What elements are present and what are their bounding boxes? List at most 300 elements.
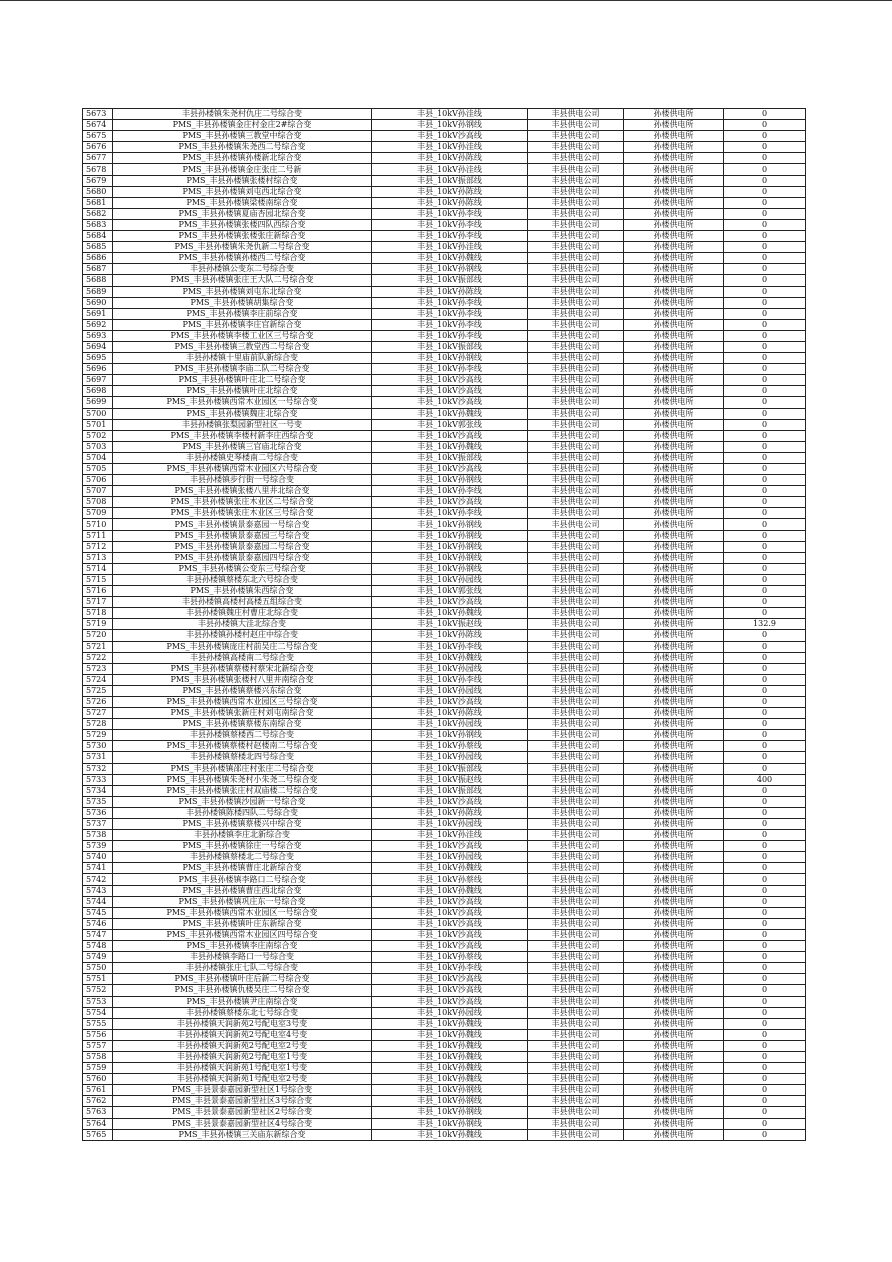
power-station: 孙楼供电所 xyxy=(624,242,724,253)
table-row xyxy=(83,985,806,996)
power-station: 孙楼供电所 xyxy=(624,985,724,996)
power-company: 丰县供电公司 xyxy=(528,208,624,219)
load-value: 0 xyxy=(724,830,806,841)
table-row xyxy=(83,608,806,619)
feeder-line: 丰县_10kV沙高线 xyxy=(372,397,528,408)
power-station: 孙楼供电所 xyxy=(624,719,724,730)
table-row xyxy=(83,308,806,319)
power-station: 孙楼供电所 xyxy=(624,497,724,508)
feeder-line: 丰县_10kV孙陈线 xyxy=(372,186,528,197)
feeder-line: 丰县_10kV孙魏线 xyxy=(372,1029,528,1040)
row-number: 5754 xyxy=(83,1007,113,1018)
power-station: 孙楼供电所 xyxy=(624,1063,724,1074)
transformer-name: PMS_丰县孙楼镇三关庙东新综合变 xyxy=(113,1129,372,1140)
power-station: 孙楼供电所 xyxy=(624,308,724,319)
power-station: 孙楼供电所 xyxy=(624,774,724,785)
transformer-name: PMS_丰县孙楼镇景泰嘉园二号综合变 xyxy=(113,541,372,552)
power-company: 丰县供电公司 xyxy=(528,907,624,918)
table-row xyxy=(83,475,806,486)
feeder-line: 丰县_10kV沙高线 xyxy=(372,896,528,907)
power-company: 丰县供电公司 xyxy=(528,153,624,164)
power-company: 丰县供电公司 xyxy=(528,597,624,608)
feeder-line: 丰县_10kV孙李线 xyxy=(372,231,528,242)
load-value: 0 xyxy=(724,963,806,974)
power-company: 丰县供电公司 xyxy=(528,841,624,852)
transformer-name: 丰县孙楼镇李庄北新综合变 xyxy=(113,830,372,841)
transformer-name: 丰县孙楼镇步行街一号综合变 xyxy=(113,475,372,486)
table-row xyxy=(83,1018,806,1029)
load-value: 0 xyxy=(724,264,806,275)
power-company: 丰县供电公司 xyxy=(528,874,624,885)
power-company: 丰县供电公司 xyxy=(528,464,624,475)
power-company: 丰县供电公司 xyxy=(528,619,624,630)
table-row xyxy=(83,785,806,796)
table-row xyxy=(83,175,806,186)
table-row xyxy=(83,1029,806,1040)
table-row xyxy=(83,730,806,741)
load-value: 0 xyxy=(724,918,806,929)
feeder-line: 丰县_10kV孙魏线 xyxy=(372,885,528,896)
power-company: 丰县供电公司 xyxy=(528,486,624,497)
load-value: 0 xyxy=(724,1051,806,1062)
load-value: 0 xyxy=(724,419,806,430)
transformer-name: PMS_丰县孙楼镇蔡楼兴东综合变 xyxy=(113,685,372,696)
feeder-line: 丰县_10kV沙高线 xyxy=(372,796,528,807)
table-row xyxy=(83,541,806,552)
power-company: 丰县供电公司 xyxy=(528,430,624,441)
table-row xyxy=(83,419,806,430)
row-number: 5721 xyxy=(83,641,113,652)
table-row xyxy=(83,830,806,841)
feeder-line: 丰县_10kV振部线 xyxy=(372,341,528,352)
feeder-line: 丰县_10kV孙钢线 xyxy=(372,1118,528,1129)
transformer-name: PMS_丰县景泰嘉园新型社区1号综合变 xyxy=(113,1085,372,1096)
row-number: 5699 xyxy=(83,397,113,408)
power-company: 丰县供电公司 xyxy=(528,530,624,541)
transformer-name: PMS_丰县景泰嘉园新型社区3号综合变 xyxy=(113,1096,372,1107)
table-row xyxy=(83,1051,806,1062)
transformer-name: PMS_丰县孙楼镇沙园新一号综合变 xyxy=(113,796,372,807)
table-row xyxy=(83,741,806,752)
feeder-line: 丰县_10kV孙钢线 xyxy=(372,353,528,364)
power-station: 孙楼供电所 xyxy=(624,852,724,863)
row-number: 5680 xyxy=(83,186,113,197)
row-number: 5735 xyxy=(83,796,113,807)
power-station: 孙楼供电所 xyxy=(624,275,724,286)
table-row xyxy=(83,907,806,918)
feeder-line: 丰县_10kV孙李线 xyxy=(372,297,528,308)
row-number: 5751 xyxy=(83,974,113,985)
power-station: 孙楼供电所 xyxy=(624,330,724,341)
load-value: 0 xyxy=(724,941,806,952)
table-row xyxy=(83,120,806,131)
table-row xyxy=(83,685,806,696)
power-company: 丰县供电公司 xyxy=(528,985,624,996)
feeder-line: 丰县_10kV孙李线 xyxy=(372,486,528,497)
transformer-name: PMS_丰县孙楼镇三官庙北综合变 xyxy=(113,441,372,452)
power-company: 丰县供电公司 xyxy=(528,586,624,597)
row-number: 5683 xyxy=(83,219,113,230)
power-company: 丰县供电公司 xyxy=(528,563,624,574)
table-row xyxy=(83,563,806,574)
feeder-line: 丰县_10kV振部线 xyxy=(372,175,528,186)
power-station: 孙楼供电所 xyxy=(624,297,724,308)
row-number: 5713 xyxy=(83,552,113,563)
row-number: 5726 xyxy=(83,696,113,707)
feeder-line: 丰县_10kV沙高线 xyxy=(372,497,528,508)
load-value: 0 xyxy=(724,907,806,918)
power-station: 孙楼供电所 xyxy=(624,231,724,242)
load-value: 0 xyxy=(724,186,806,197)
transformer-name: PMS_丰县孙楼镇三教堂西二号综合变 xyxy=(113,341,372,352)
table-row xyxy=(83,297,806,308)
feeder-line: 丰县_10kV孙陈线 xyxy=(372,197,528,208)
transformer-name: 丰县孙楼镇孙楼村赵庄中综合变 xyxy=(113,630,372,641)
table-row xyxy=(83,619,806,630)
transformer-name: PMS_丰县孙楼镇张楼张庄新综合变 xyxy=(113,231,372,242)
power-company: 丰县供电公司 xyxy=(528,319,624,330)
table-row xyxy=(83,464,806,475)
power-station: 孙楼供电所 xyxy=(624,464,724,475)
power-station: 孙楼供电所 xyxy=(624,541,724,552)
transformer-name: 丰县孙楼镇魏庄村曹庄北综合变 xyxy=(113,608,372,619)
table-row xyxy=(83,219,806,230)
table-row xyxy=(83,264,806,275)
power-company: 丰县供电公司 xyxy=(528,452,624,463)
power-station: 孙楼供电所 xyxy=(624,563,724,574)
power-station: 孙楼供电所 xyxy=(624,153,724,164)
row-number: 5728 xyxy=(83,719,113,730)
transformer-name: PMS_丰县孙楼镇张楼村综合变 xyxy=(113,175,372,186)
power-company: 丰县供电公司 xyxy=(528,253,624,264)
transformer-name: PMS_丰县孙楼镇西常木业园区四号综合变 xyxy=(113,929,372,940)
transformer-name: PMS_丰县景泰嘉园新型社区2号综合变 xyxy=(113,1107,372,1118)
transformer-name: PMS_丰县孙楼镇公变东三号综合变 xyxy=(113,563,372,574)
row-number: 5746 xyxy=(83,918,113,929)
row-number: 5729 xyxy=(83,730,113,741)
feeder-line: 丰县_10kV孙陈线 xyxy=(372,630,528,641)
page-top-rule xyxy=(0,0,892,1)
power-company: 丰县供电公司 xyxy=(528,1040,624,1051)
power-station: 孙楼供电所 xyxy=(624,830,724,841)
feeder-line: 丰县_10kV孙钢线 xyxy=(372,1107,528,1118)
load-value: 0 xyxy=(724,430,806,441)
feeder-line: 丰县_10kV孙魏线 xyxy=(372,1018,528,1029)
power-station: 孙楼供电所 xyxy=(624,519,724,530)
power-company: 丰县供电公司 xyxy=(528,397,624,408)
row-number: 5702 xyxy=(83,430,113,441)
power-company: 丰县供电公司 xyxy=(528,929,624,940)
power-station: 孙楼供电所 xyxy=(624,508,724,519)
power-company: 丰县供电公司 xyxy=(528,708,624,719)
load-value: 0 xyxy=(724,785,806,796)
load-value: 0 xyxy=(724,674,806,685)
feeder-line: 丰县_10kV振赵线 xyxy=(372,619,528,630)
row-number: 5748 xyxy=(83,941,113,952)
power-company: 丰县供电公司 xyxy=(528,863,624,874)
table-row xyxy=(83,819,806,830)
feeder-line: 丰县_10kV孙魏线 xyxy=(372,1129,528,1140)
transformer-name: PMS_丰县孙楼镇朱尧村小朱尧二号综合变 xyxy=(113,774,372,785)
feeder-line: 丰县_10kV沙高线 xyxy=(372,929,528,940)
row-number: 5724 xyxy=(83,674,113,685)
feeder-line: 丰县_10kV孙李线 xyxy=(372,963,528,974)
power-station: 孙楼供电所 xyxy=(624,1107,724,1118)
row-number: 5747 xyxy=(83,929,113,940)
power-station: 孙楼供电所 xyxy=(624,685,724,696)
feeder-line: 丰县_10kV孙李线 xyxy=(372,319,528,330)
load-value: 0 xyxy=(724,486,806,497)
power-company: 丰县供电公司 xyxy=(528,996,624,1007)
power-company: 丰县供电公司 xyxy=(528,763,624,774)
table-body xyxy=(83,109,806,1141)
transformer-name: PMS_丰县孙楼镇李路口二号综合变 xyxy=(113,874,372,885)
load-value: 0 xyxy=(724,541,806,552)
feeder-line: 丰县_10kV孙李线 xyxy=(372,219,528,230)
row-number: 5719 xyxy=(83,619,113,630)
table-row xyxy=(83,763,806,774)
feeder-line: 丰县_10kV郭张线 xyxy=(372,586,528,597)
load-value: 0 xyxy=(724,142,806,153)
power-station: 孙楼供电所 xyxy=(624,597,724,608)
feeder-line: 丰县_10kV孙钢线 xyxy=(372,1085,528,1096)
load-value: 0 xyxy=(724,630,806,641)
row-number: 5677 xyxy=(83,153,113,164)
table-row xyxy=(83,231,806,242)
power-company: 丰县供电公司 xyxy=(528,353,624,364)
power-station: 孙楼供电所 xyxy=(624,896,724,907)
row-number: 5694 xyxy=(83,341,113,352)
feeder-line: 丰县_10kV孙魏线 xyxy=(372,408,528,419)
row-number: 5717 xyxy=(83,597,113,608)
table-row xyxy=(83,674,806,685)
feeder-line: 丰县_10kV沙高线 xyxy=(372,985,528,996)
row-number: 5674 xyxy=(83,120,113,131)
feeder-line: 丰县_10kV孙钢线 xyxy=(372,475,528,486)
power-company: 丰县供电公司 xyxy=(528,120,624,131)
feeder-line: 丰县_10kV孙陈线 xyxy=(372,708,528,719)
feeder-line: 丰县_10kV孙魏线 xyxy=(372,1051,528,1062)
power-company: 丰县供电公司 xyxy=(528,386,624,397)
row-number: 5734 xyxy=(83,785,113,796)
power-company: 丰县供电公司 xyxy=(528,963,624,974)
transformer-name: 丰县孙楼镇蔡楼北四号综合变 xyxy=(113,752,372,763)
row-number: 5749 xyxy=(83,952,113,963)
feeder-line: 丰县_10kV沙高线 xyxy=(372,430,528,441)
table-row xyxy=(83,696,806,707)
load-value: 0 xyxy=(724,663,806,674)
table-row xyxy=(83,752,806,763)
power-company: 丰县供电公司 xyxy=(528,752,624,763)
row-number: 5710 xyxy=(83,519,113,530)
power-company: 丰县供电公司 xyxy=(528,1051,624,1062)
load-value: 0 xyxy=(724,552,806,563)
power-company: 丰县供电公司 xyxy=(528,1118,624,1129)
transformer-name: PMS_丰县孙楼镇西常木业园区三号综合变 xyxy=(113,696,372,707)
row-number: 5688 xyxy=(83,275,113,286)
row-number: 5715 xyxy=(83,574,113,585)
load-value: 0 xyxy=(724,1040,806,1051)
feeder-line: 丰县_10kV孙陈线 xyxy=(372,807,528,818)
feeder-line: 丰县_10kV沙高线 xyxy=(372,131,528,142)
row-number: 5692 xyxy=(83,319,113,330)
transformer-name: PMS_丰县孙楼镇李庄官新综合变 xyxy=(113,319,372,330)
feeder-line: 丰县_10kV孙魏线 xyxy=(372,863,528,874)
power-station: 孙楼供电所 xyxy=(624,131,724,142)
power-company: 丰县供电公司 xyxy=(528,1129,624,1140)
power-company: 丰县供电公司 xyxy=(528,641,624,652)
transformer-name: PMS_丰县孙楼镇景泰嘉园三号综合变 xyxy=(113,530,372,541)
power-station: 孙楼供电所 xyxy=(624,752,724,763)
power-company: 丰县供电公司 xyxy=(528,242,624,253)
load-value: 0 xyxy=(724,275,806,286)
power-company: 丰县供电公司 xyxy=(528,974,624,985)
feeder-line: 丰县_10kV孙园线 xyxy=(372,663,528,674)
feeder-line: 丰县_10kV孙魏线 xyxy=(372,1063,528,1074)
power-company: 丰县供电公司 xyxy=(528,663,624,674)
table-row xyxy=(83,486,806,497)
feeder-line: 丰县_10kV孙钢线 xyxy=(372,519,528,530)
load-value: 400 xyxy=(724,774,806,785)
feeder-line: 丰县_10kV孙钢线 xyxy=(372,530,528,541)
table-row xyxy=(83,652,806,663)
transformer-name: PMS_丰县孙楼镇李庄前综合变 xyxy=(113,308,372,319)
load-value: 0 xyxy=(724,752,806,763)
transformer-name: PMS_丰县孙楼镇西常木业园区一号综合变 xyxy=(113,397,372,408)
power-company: 丰县供电公司 xyxy=(528,364,624,375)
table-row xyxy=(83,1107,806,1118)
power-station: 孙楼供电所 xyxy=(624,807,724,818)
power-company: 丰县供电公司 xyxy=(528,1063,624,1074)
feeder-line: 丰县_10kV孙李线 xyxy=(372,208,528,219)
load-value: 0 xyxy=(724,519,806,530)
load-value: 0 xyxy=(724,952,806,963)
power-company: 丰县供电公司 xyxy=(528,297,624,308)
table-row xyxy=(83,996,806,1007)
load-value: 0 xyxy=(724,608,806,619)
power-station: 孙楼供电所 xyxy=(624,785,724,796)
row-number: 5756 xyxy=(83,1029,113,1040)
power-station: 孙楼供电所 xyxy=(624,586,724,597)
power-company: 丰县供电公司 xyxy=(528,685,624,696)
row-number: 5743 xyxy=(83,885,113,896)
load-value: 0 xyxy=(724,231,806,242)
transformer-name: PMS_丰县孙楼镇张楼四队西综合变 xyxy=(113,219,372,230)
row-number: 5730 xyxy=(83,741,113,752)
feeder-line: 丰县_10kV沙高线 xyxy=(372,696,528,707)
power-company: 丰县供电公司 xyxy=(528,896,624,907)
table-row xyxy=(83,796,806,807)
table-row xyxy=(83,375,806,386)
power-station: 孙楼供电所 xyxy=(624,175,724,186)
feeder-line: 丰县_10kV孙陈线 xyxy=(372,286,528,297)
load-value: 0 xyxy=(724,297,806,308)
row-number: 5759 xyxy=(83,1063,113,1074)
power-station: 孙楼供电所 xyxy=(624,364,724,375)
load-value: 0 xyxy=(724,242,806,253)
transformer-name: 丰县孙楼镇天润新苑1号配电室2号变 xyxy=(113,1074,372,1085)
feeder-line: 丰县_10kV孙园线 xyxy=(372,719,528,730)
feeder-line: 丰县_10kV孙李线 xyxy=(372,364,528,375)
row-number: 5720 xyxy=(83,630,113,641)
power-station: 孙楼供电所 xyxy=(624,652,724,663)
transformer-name: 丰县孙楼镇蔡楼西二号综合变 xyxy=(113,730,372,741)
row-number: 5731 xyxy=(83,752,113,763)
power-station: 孙楼供电所 xyxy=(624,142,724,153)
feeder-line: 丰县_10kV振部线 xyxy=(372,763,528,774)
power-station: 孙楼供电所 xyxy=(624,397,724,408)
feeder-line: 丰县_10kV孙蔡线 xyxy=(372,952,528,963)
power-company: 丰县供电公司 xyxy=(528,109,624,120)
table-row xyxy=(83,186,806,197)
table-row xyxy=(83,641,806,652)
power-station: 孙楼供电所 xyxy=(624,1074,724,1085)
table-row xyxy=(83,963,806,974)
load-value: 0 xyxy=(724,175,806,186)
load-value: 0 xyxy=(724,574,806,585)
load-value: 0 xyxy=(724,796,806,807)
power-station: 孙楼供电所 xyxy=(624,1018,724,1029)
feeder-line: 丰县_10kV孙李线 xyxy=(372,308,528,319)
row-number: 5681 xyxy=(83,197,113,208)
row-number: 5741 xyxy=(83,863,113,874)
transformer-name: PMS_丰县孙楼镇孙楼新北综合变 xyxy=(113,153,372,164)
power-company: 丰县供电公司 xyxy=(528,164,624,175)
power-station: 孙楼供电所 xyxy=(624,974,724,985)
transformer-name: 丰县孙楼镇李路口一号综合变 xyxy=(113,952,372,963)
feeder-line: 丰县_10kV孙洼线 xyxy=(372,830,528,841)
power-company: 丰县供电公司 xyxy=(528,885,624,896)
transformer-name: PMS_丰县景泰嘉园新型社区4号综合变 xyxy=(113,1118,372,1129)
transformer-name: PMS_丰县孙楼镇金庄张庄二号新 xyxy=(113,164,372,175)
power-company: 丰县供电公司 xyxy=(528,1107,624,1118)
transformer-name: 丰县孙楼镇陈楼四队二号综合变 xyxy=(113,807,372,818)
load-value: 0 xyxy=(724,1063,806,1074)
power-station: 孙楼供电所 xyxy=(624,319,724,330)
feeder-line: 丰县_10kV孙洼线 xyxy=(372,109,528,120)
transformer-name: 丰县孙楼镇蔡楼北二号综合变 xyxy=(113,852,372,863)
power-station: 孙楼供电所 xyxy=(624,952,724,963)
row-number: 5752 xyxy=(83,985,113,996)
table-row xyxy=(83,286,806,297)
row-number: 5737 xyxy=(83,819,113,830)
row-number: 5690 xyxy=(83,297,113,308)
feeder-line: 丰县_10kV孙钢线 xyxy=(372,1096,528,1107)
transformer-name: 丰县孙楼镇天润新苑2号配电室4号变 xyxy=(113,1029,372,1040)
power-station: 孙楼供电所 xyxy=(624,885,724,896)
row-number: 5764 xyxy=(83,1118,113,1129)
table-row xyxy=(83,597,806,608)
load-value: 0 xyxy=(724,197,806,208)
row-number: 5753 xyxy=(83,996,113,1007)
transformer-name: PMS_丰县孙楼镇蔡楼村赵楼南二号综合变 xyxy=(113,741,372,752)
table-row xyxy=(83,353,806,364)
transformer-name: PMS_丰县孙楼镇夏庙杏园北综合变 xyxy=(113,208,372,219)
table-row xyxy=(83,153,806,164)
feeder-line: 丰县_10kV孙洼线 xyxy=(372,142,528,153)
load-value: 0 xyxy=(724,408,806,419)
table-row xyxy=(83,974,806,985)
transformer-name: 丰县孙楼镇张庄七队二号综合变 xyxy=(113,963,372,974)
load-value: 0 xyxy=(724,1118,806,1129)
transformer-name: PMS_丰县孙楼镇叶庄北二号综合变 xyxy=(113,375,372,386)
table-row xyxy=(83,941,806,952)
row-number: 5739 xyxy=(83,841,113,852)
power-company: 丰县供电公司 xyxy=(528,807,624,818)
load-value: 0 xyxy=(724,441,806,452)
row-number: 5716 xyxy=(83,586,113,597)
feeder-line: 丰县_10kV沙高线 xyxy=(372,907,528,918)
